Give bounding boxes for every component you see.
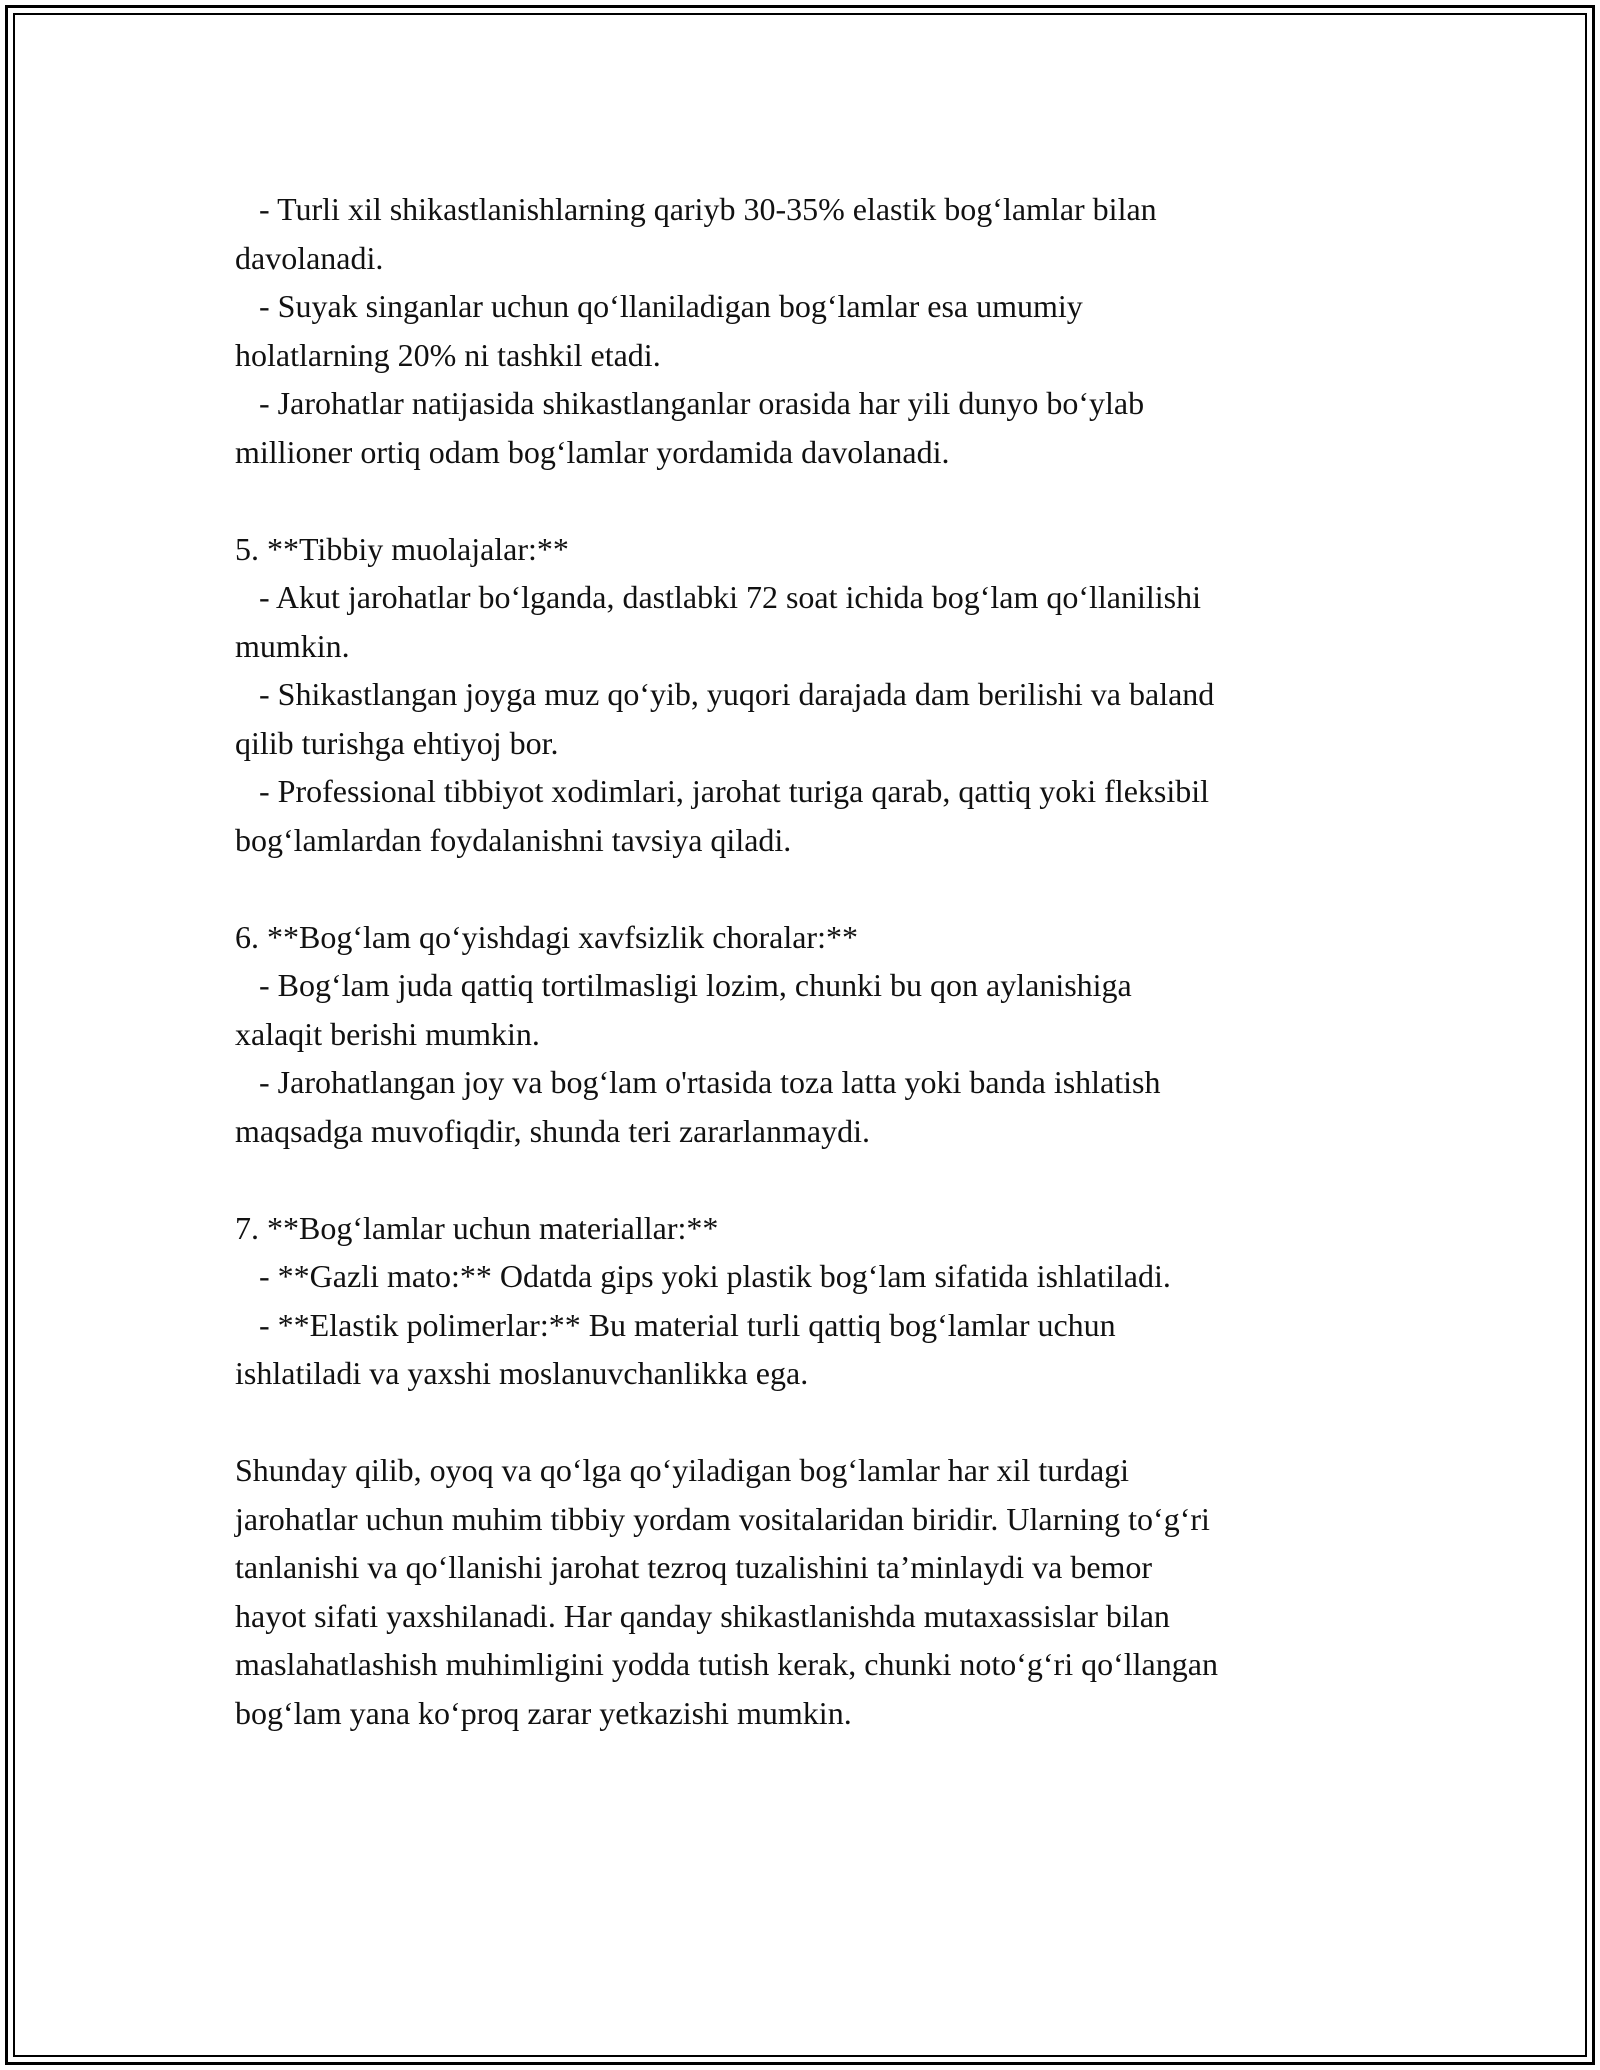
text-line: bog‘lam yana ko‘proq zarar yetkazishi mumkin. [235, 1694, 852, 1731]
text-line: Shunday qilib, oyoq va qo‘lga qo‘yiladigan bog‘lamlar har xil turdagi [235, 1452, 1130, 1488]
blank-line [235, 476, 1375, 525]
text-line: - Turli xil shikastlanishlarning qariyb 30-35% elastik bog‘lamlar bilan [235, 191, 1157, 227]
blank-line [235, 1155, 1375, 1204]
blank-line [235, 1398, 1375, 1447]
text-line: - **Gazli mato:** Odatda gips yoki plastik bog‘lam sifatida ishlatiladi. [235, 1258, 1171, 1294]
text-line: - Akut jarohatlar bo‘lganda, dastlabki 72 soat ichida bog‘lam qo‘llanilishi [235, 579, 1201, 615]
text-line: - **Elastik polimerlar:** Bu material turli qattiq bog‘lamlar uchun [235, 1306, 1116, 1343]
text-line: - Bog‘lam juda qattiq tortilmasligi lozim, chunki bu qon aylanishiga [235, 967, 1132, 1003]
text-line: holatlarning 20% ni tashkil etadi. [235, 336, 661, 373]
text-line: - Shikastlangan joyga muz qo‘yib, yuqori darajada dam berilishi va baland [235, 676, 1215, 712]
text-line: davolanadi. [235, 239, 384, 276]
document-body [235, 185, 1375, 1737]
text-line: maslahatlashish muhimligini yodda tutish kerak, chunki noto‘g‘ri qo‘llangan [235, 1646, 1218, 1682]
text-line: ishlatiladi va yaxshi moslanuvchanlikka ega. [235, 1355, 809, 1391]
text-line: 6. **Bog‘lam qo‘yishdagi xavfsizlik choralar:** [235, 918, 858, 955]
text-line: millioner ortiq odam bog‘lamlar yordamida davolanadi. [235, 433, 950, 470]
text-line: 5. **Tibbiy muolajalar:** [235, 530, 569, 567]
text-line: - Professional tibbiyot xodimlari, jarohat turiga qarab, qattiq yoki fleksibil [235, 773, 1210, 809]
text-line: xalaqit berishi mumkin. [235, 1015, 540, 1052]
text-line: maqsadga muvofiqdir, shunda teri zararlanmaydi. [235, 1112, 870, 1149]
text-line: jarohatlar uchun muhim tibbiy yordam vositalaridan biridir. Ularning to‘g‘ri [235, 1500, 1210, 1537]
text-line: 7. **Bog‘lamlar uchun materiallar:** [235, 1209, 719, 1246]
text-line: qilib turishga ehtiyoj bor. [235, 724, 559, 761]
text-line: bog‘lamlardan foydalanishni tavsiya qiladi. [235, 821, 792, 858]
text-line: tanlanishi va qo‘llanishi jarohat tezroq tuzalishini ta’minlaydi va bemor [235, 1549, 1153, 1585]
text-line: - Jarohatlar natijasida shikastlanganlar orasida har yili dunyo bo‘ylab [235, 385, 1145, 421]
text-line: mumkin. [235, 627, 350, 664]
text-line: hayot sifati yaxshilanadi. Har qanday shikastlanishda mutaxassislar bilan [235, 1597, 1170, 1634]
blank-line [235, 864, 1375, 913]
text-line: - Suyak singanlar uchun qo‘llaniladigan bog‘lamlar esa umumiy [235, 288, 1083, 324]
text-line: - Jarohatlangan joy va bog‘lam o'rtasida toza latta yoki banda ishlatish [235, 1064, 1161, 1100]
